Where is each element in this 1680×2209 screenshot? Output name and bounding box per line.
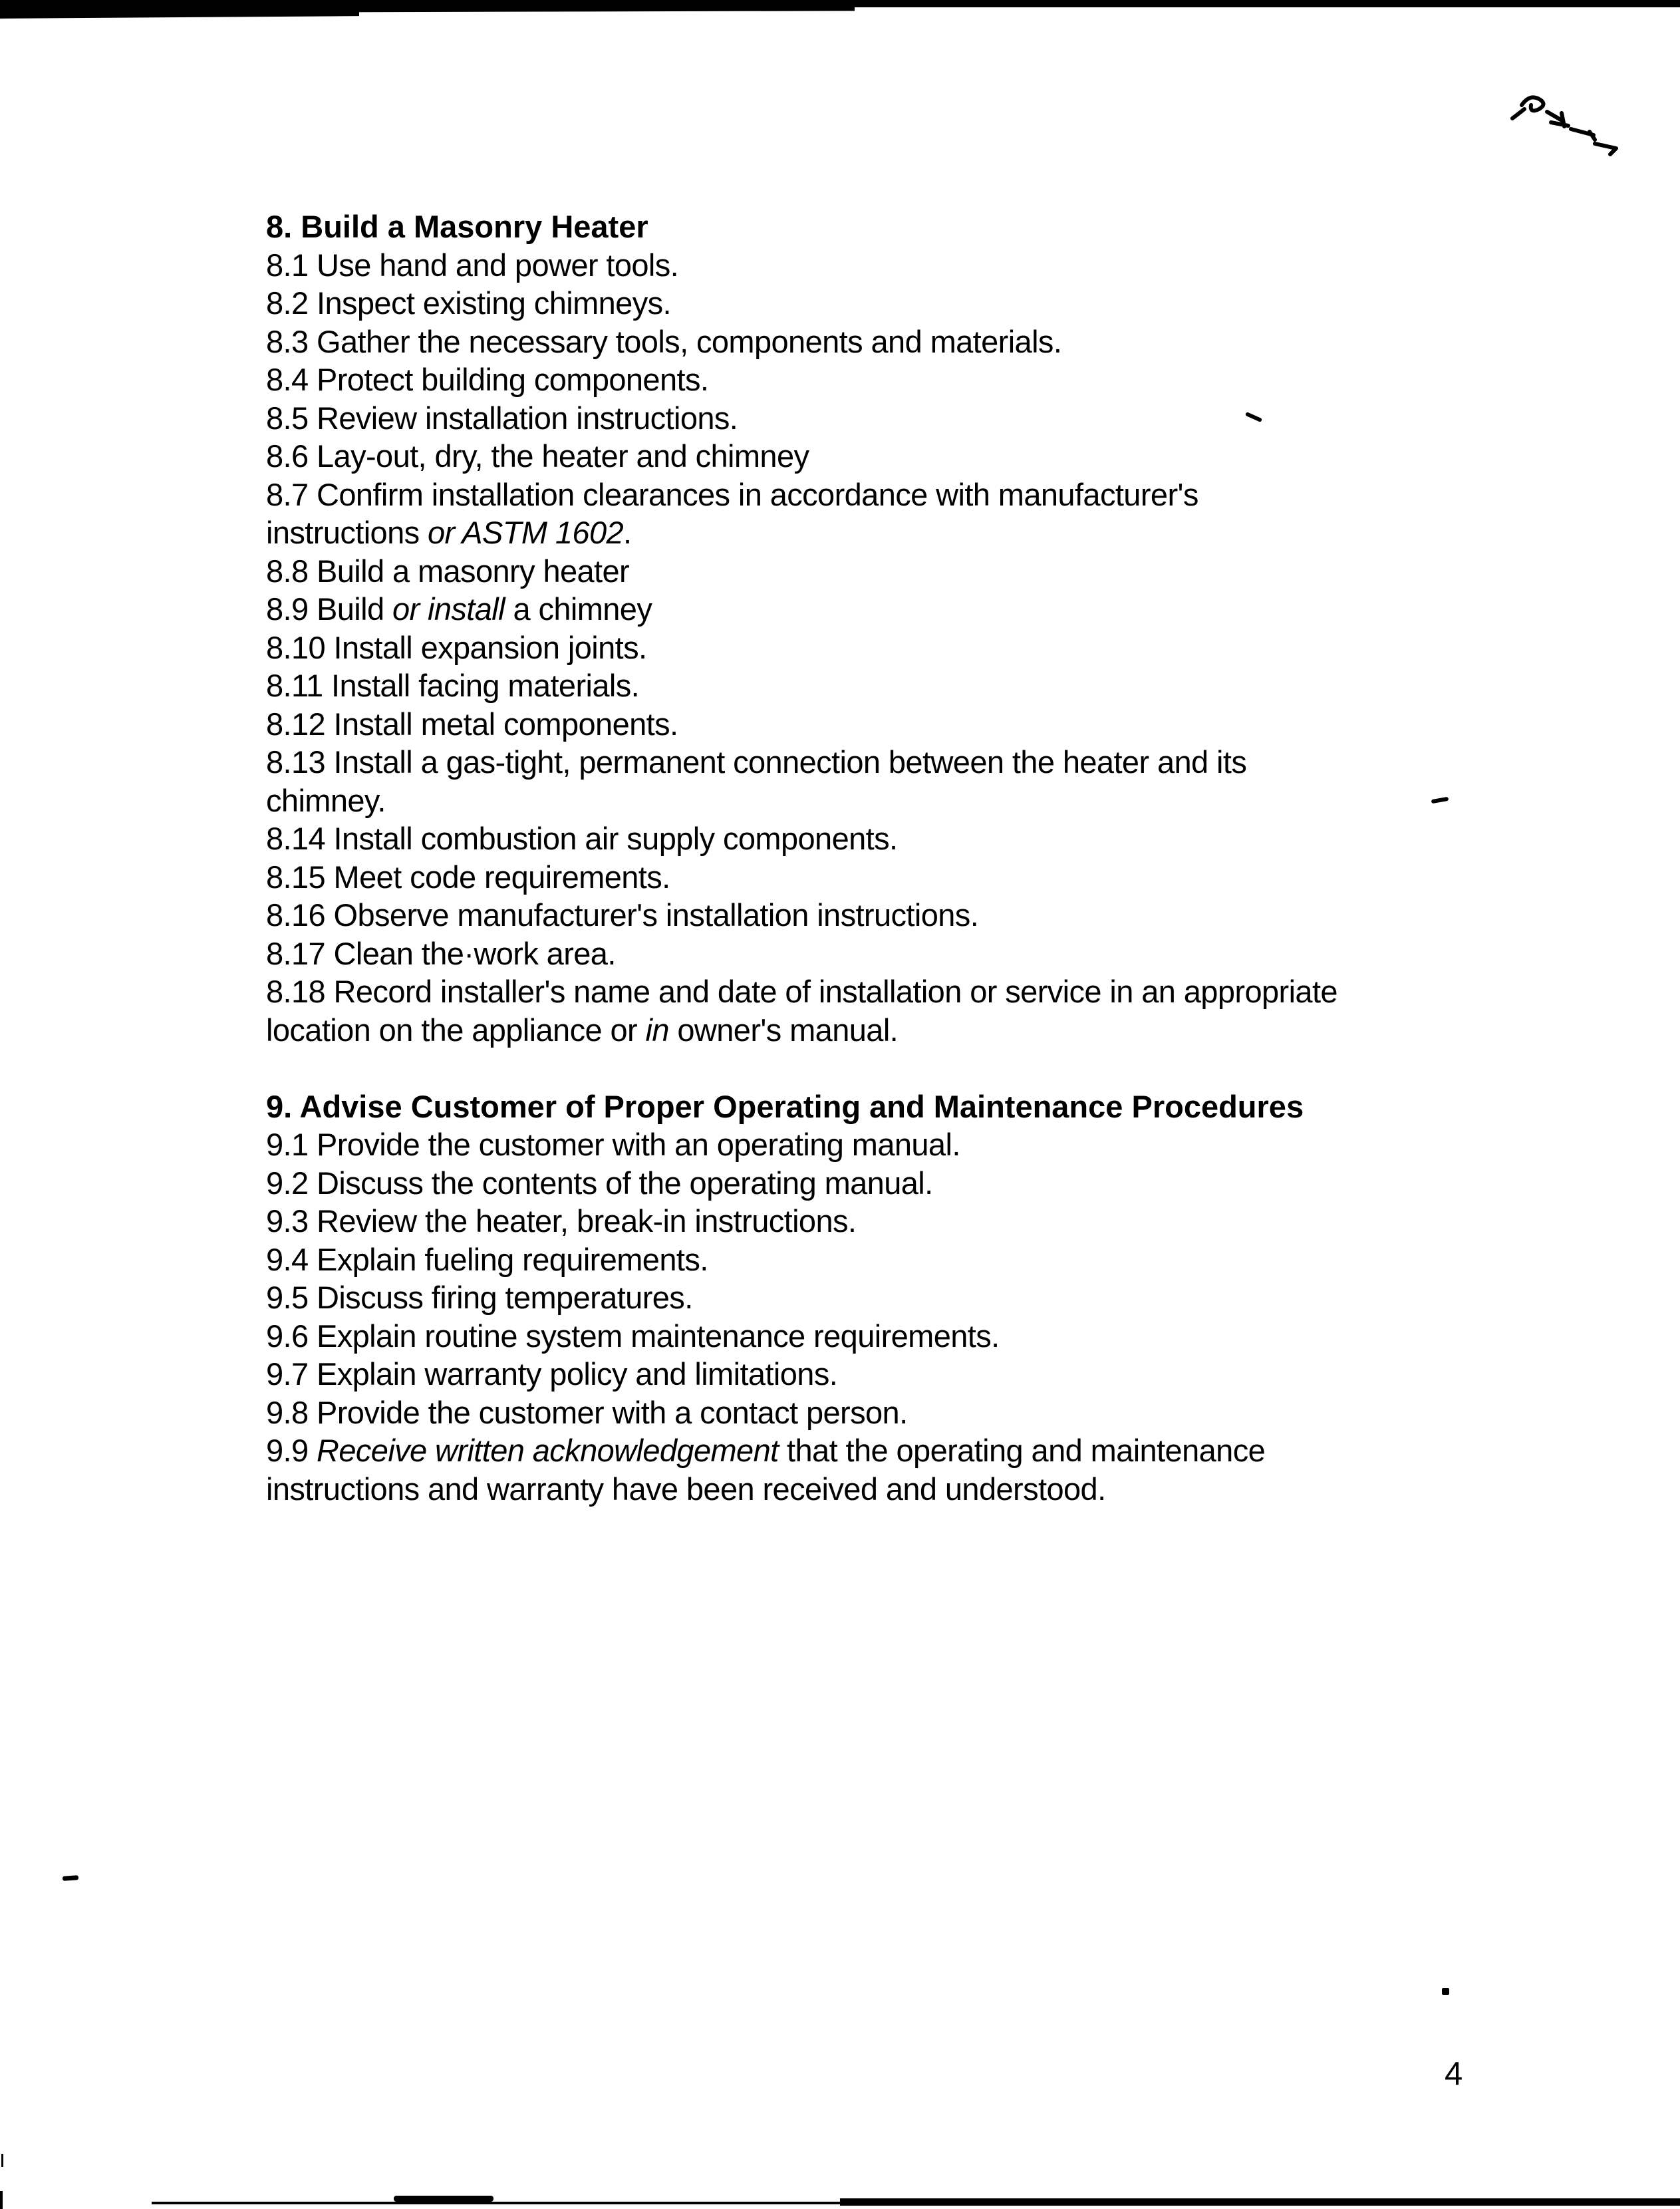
scan-speck <box>63 1875 78 1881</box>
document-body <box>266 208 1596 1508</box>
text-line: 8.9 Build or install a chimney <box>266 591 652 627</box>
text-line: 8.2 Inspect existing chimneys. <box>266 285 671 321</box>
text-line: 8.1 Use hand and power tools. <box>266 247 679 283</box>
text-line: 8.6 Lay-out, dry, the heater and chimney <box>266 438 809 474</box>
section-8-items <box>266 246 1596 1050</box>
section-9 <box>266 1088 1596 1509</box>
scan-noise-strip <box>840 2198 1680 2206</box>
text-line: 9.7 Explain warranty policy and limitations. <box>266 1356 838 1392</box>
text-line: chimney. <box>266 782 386 818</box>
text-line: 9.5 Discuss firing temperatures. <box>266 1280 693 1315</box>
text-line: 8.18 Record installer's name and date of installation or service in an appropriate <box>266 974 1337 1009</box>
text-line: 8.10 Install expansion joints. <box>266 629 647 665</box>
text-line: instructions or ASTM 1602. <box>266 515 632 550</box>
scan-noise-tick <box>0 2191 3 2209</box>
scan-noise-tick <box>1 2154 3 2167</box>
text-line: instructions and warranty have been received and understood. <box>266 1471 1106 1507</box>
text-line: 8.3 Gather the necessary tools, components and materials. <box>266 323 1062 359</box>
scan-noise-smudge <box>394 2196 493 2202</box>
section-9-heading: 9. Advise Customer of Proper Operating and Maintenance Procedures <box>266 1088 1304 1124</box>
text-line: 8.16 Observe manufacturer's installation instructions. <box>266 897 979 933</box>
text-line: 9.9 Receive written acknowledgement that the operating and maintenance <box>266 1433 1266 1468</box>
text-line: 9.1 Provide the customer with an operating manual. <box>266 1127 960 1162</box>
page-number: 4 <box>1445 2056 1463 2092</box>
text-line: 9.6 Explain routine system maintenance requirements. <box>266 1318 1000 1354</box>
section-9-items <box>266 1125 1596 1508</box>
scan-artifact-top-bar <box>0 0 1680 13</box>
text-line: 8.8 Build a masonry heater <box>266 553 630 589</box>
section-8-heading: 8. Build a Masonry Heater <box>266 209 648 244</box>
text-line: 9.2 Discuss the contents of the operating manual. <box>266 1165 933 1201</box>
text-line: 9.8 Provide the customer with a contact person. <box>266 1394 908 1430</box>
text-line: 8.15 Meet code requirements. <box>266 859 670 895</box>
handwritten-scribble <box>1508 88 1628 161</box>
text-line: 8.14 Install combustion air supply components. <box>266 821 898 856</box>
text-line: 9.3 Review the heater, break-in instructions. <box>266 1203 857 1239</box>
text-line: 9.4 Explain fueling requirements. <box>266 1241 708 1277</box>
scan-noise-strip <box>152 2202 843 2204</box>
text-line: 8.13 Install a gas-tight, permanent connection between the heater and its <box>266 744 1247 780</box>
text-line: 8.7 Confirm installation clearances in accordance with manufacturer's <box>266 476 1198 512</box>
text-line: 8.5 Review installation instructions. <box>266 400 738 436</box>
text-line: 8.4 Protect building components. <box>266 362 709 397</box>
text-line: 8.11 Install facing materials. <box>266 668 640 703</box>
text-line: 8.17 Clean the·work area. <box>266 935 616 971</box>
text-line: 8.12 Install metal components. <box>266 706 678 742</box>
text-line: location on the appliance or in owner's manual. <box>266 1012 899 1048</box>
section-8 <box>266 208 1596 1049</box>
scan-speck <box>1442 1988 1449 1995</box>
